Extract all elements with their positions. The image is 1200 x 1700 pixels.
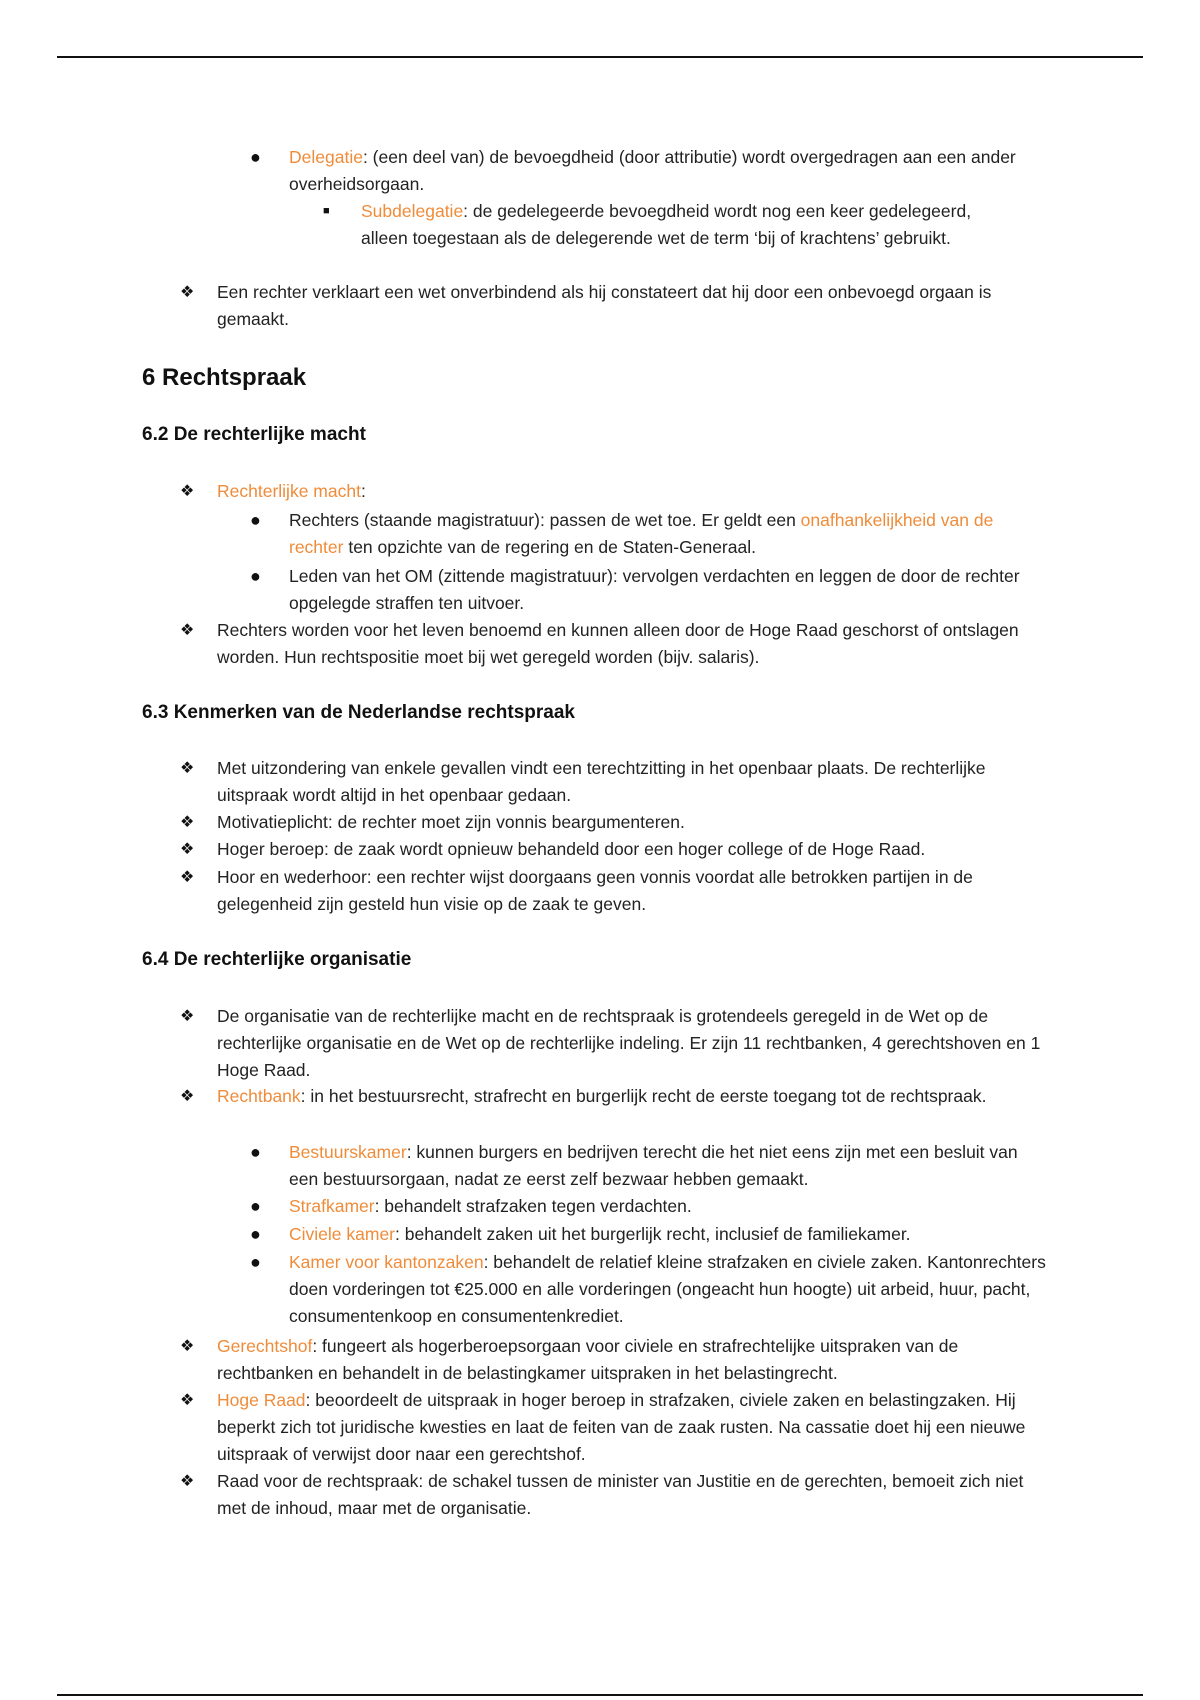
- diamond-bullet-icon: ❖: [180, 1473, 195, 1490]
- list-item-onverbindend: Een rechter verklaart een wet onverbindend als hij constateert dat hij door een onbevoegd orgaan is gemaakt.: [217, 282, 992, 329]
- list-item-subdelegatie: [361, 198, 1011, 252]
- diamond-bullet-icon: ❖: [180, 1392, 195, 1409]
- diamond-bullet-icon: ❖: [180, 1088, 195, 1105]
- diamond-bullet-icon: ❖: [180, 1008, 195, 1025]
- section-title-6-4: 6.4 De rechterlijke organisatie: [142, 949, 412, 970]
- item-text: :: [360, 481, 366, 501]
- item-text: : behandelt strafzaken tegen verdachten.: [374, 1196, 692, 1216]
- list-item-om: Leden van het OM (zittende magistratuur): vervolgen verdachten en leggen de door de rechter opgelegde straffen ten uitvoer.: [289, 566, 1020, 613]
- item-text: : in het bestuursrecht, strafrecht en burgerlijk recht de eerste toegang tot de rechtspraak.: [300, 1086, 987, 1106]
- header-rule: [57, 56, 1143, 58]
- bullet-icon: ●: [250, 1252, 261, 1272]
- item-text: : fungeert als hogerberoepsorgaan voor civiele en strafrechtelijke uitspraken van de rechtbanken en behandelt in de belastingkamer uitspraken in het belastingrecht.: [217, 1336, 959, 1383]
- list-item-benoemd: Rechters worden voor het leven benoemd en kunnen alleen door de Hoge Raad geschorst of ontslagen worden. Hun rechtspositie moet bij wet geregeld worden (bijv. salaris).: [217, 620, 1019, 667]
- diamond-bullet-icon: ❖: [180, 1338, 195, 1355]
- term: Kamer voor kantonzaken: [289, 1252, 484, 1272]
- list-item: Motivatieplicht: de rechter moet zijn vonnis beargumenteren.: [217, 812, 685, 832]
- list-item-kantonzaken: [289, 1249, 1049, 1330]
- term: onafhankelijkheid van de rechter: [289, 510, 994, 557]
- diamond-bullet-icon: ❖: [180, 284, 195, 301]
- item-text: : de gedelegeerde bevoegdheid wordt nog een keer gedelegeerd, alleen toegestaan als de delegerende wet de term ‘bij of krachtens’ gebruikt.: [361, 201, 972, 248]
- term: Civiele kamer: [289, 1224, 395, 1244]
- bullet-icon: ●: [250, 1224, 261, 1244]
- diamond-bullet-icon: ❖: [180, 841, 195, 858]
- list-item: Met uitzondering van enkele gevallen vindt een terechtzitting in het openbaar plaats. De rechterlijke uitspraak wordt altijd in het openbaar gedaan.: [217, 758, 986, 805]
- list-item-civiele-kamer: [289, 1221, 1049, 1248]
- term: Delegatie: [289, 147, 363, 167]
- item-text: : behandelt de relatief kleine strafzaken en civiele zaken. Kantonrechters doen vorderingen tot €25.000 en alle vorderingen (ongeacht hun hoogte) uit arbeid, huur, pacht, consumentenkoop en consumentenkrediet.: [289, 1252, 1046, 1326]
- list-item-organisatie: De organisatie van de rechterlijke macht en de rechtspraak is grotendeels geregeld in de Wet op de rechterlijke organisatie en de Wet op de rechterlijke indeling. Er zijn 11 rechtbanken, 4 gerechtshoven en 1 Hoge Raad.: [217, 1006, 1041, 1080]
- chapter-title: 6 Rechtspraak: [142, 364, 307, 391]
- list-item-raad: Raad voor de rechtspraak: de schakel tussen de minister van Justitie en de gerechten, bemoeit zich niet met de inhoud, maar met de organisatie.: [217, 1471, 1024, 1518]
- list-item: Hoor en wederhoor: een rechter wijst doorgaans geen vonnis voordat alle betrokken partijen in de gelegenheid zijn gesteld hun visie op de zaak te geven.: [217, 867, 973, 914]
- list-item-hoge-raad: [217, 1387, 1052, 1468]
- bullet-icon: ●: [250, 566, 261, 586]
- item-text: : (een deel van) de bevoegdheid (door attributie) wordt overgedragen aan een ander overheidsorgaan.: [289, 147, 1016, 194]
- item-text: : behandelt zaken uit het burgerlijk recht, inclusief de familiekamer.: [395, 1224, 911, 1244]
- term: Subdelegatie: [361, 201, 464, 221]
- section-title-6-2: 6.2 De rechterlijke macht: [142, 424, 366, 445]
- term: Rechterlijke macht: [217, 481, 361, 501]
- diamond-bullet-icon: ❖: [180, 814, 195, 831]
- list-item-delegatie: [289, 144, 1049, 198]
- list-item-strafkamer: [289, 1193, 1049, 1220]
- diamond-bullet-icon: ❖: [180, 483, 195, 500]
- list-item-rechterlijke-macht: [217, 478, 1052, 505]
- diamond-bullet-icon: ❖: [180, 760, 195, 777]
- diamond-bullet-icon: ❖: [180, 622, 195, 639]
- list-item-gerechtshof: [217, 1333, 1052, 1387]
- term: Hoge Raad: [217, 1390, 306, 1410]
- list-item-bestuurskamer: [289, 1139, 1049, 1193]
- item-text: Rechters (staande magistratuur): passen de wet toe. Er geldt een: [289, 510, 801, 530]
- bullet-icon: ●: [250, 147, 261, 167]
- item-text: ten opzichte van de regering en de Staten-Generaal.: [343, 537, 756, 557]
- bullet-icon: ●: [250, 1142, 261, 1162]
- footer-rule: [57, 1694, 1143, 1696]
- list-item-rechtbank: [217, 1083, 1052, 1110]
- bullet-icon: ●: [250, 510, 261, 530]
- bullet-icon: ●: [250, 1196, 261, 1216]
- list-item-rechters: [289, 507, 1049, 561]
- term: Gerechtshof: [217, 1336, 313, 1356]
- term: Rechtbank: [217, 1086, 301, 1106]
- section-title-6-3: 6.3 Kenmerken van de Nederlandse rechtspraak: [142, 702, 575, 723]
- list-item: Hoger beroep: de zaak wordt opnieuw behandeld door een hoger college of de Hoge Raad.: [217, 839, 926, 859]
- item-text: : beoordeelt de uitspraak in hoger beroep in strafzaken, civiele zaken en belastingzaken. Hij beperkt zich tot juridische kwesties en laat de feiten van de zaak rusten. Na cassatie doet hij een nieuwe uitspraak of verwijst door naar een gerechtshof.: [217, 1390, 1026, 1464]
- square-bullet-icon: ■: [323, 205, 330, 217]
- diamond-bullet-icon: ❖: [180, 869, 195, 886]
- item-text: : kunnen burgers en bedrijven terecht die het niet eens zijn met een besluit van een bestuursorgaan, nadat ze eerst zelf bezwaar hebben gemaakt.: [289, 1142, 1018, 1189]
- term: Bestuurskamer: [289, 1142, 407, 1162]
- term: Strafkamer: [289, 1196, 375, 1216]
